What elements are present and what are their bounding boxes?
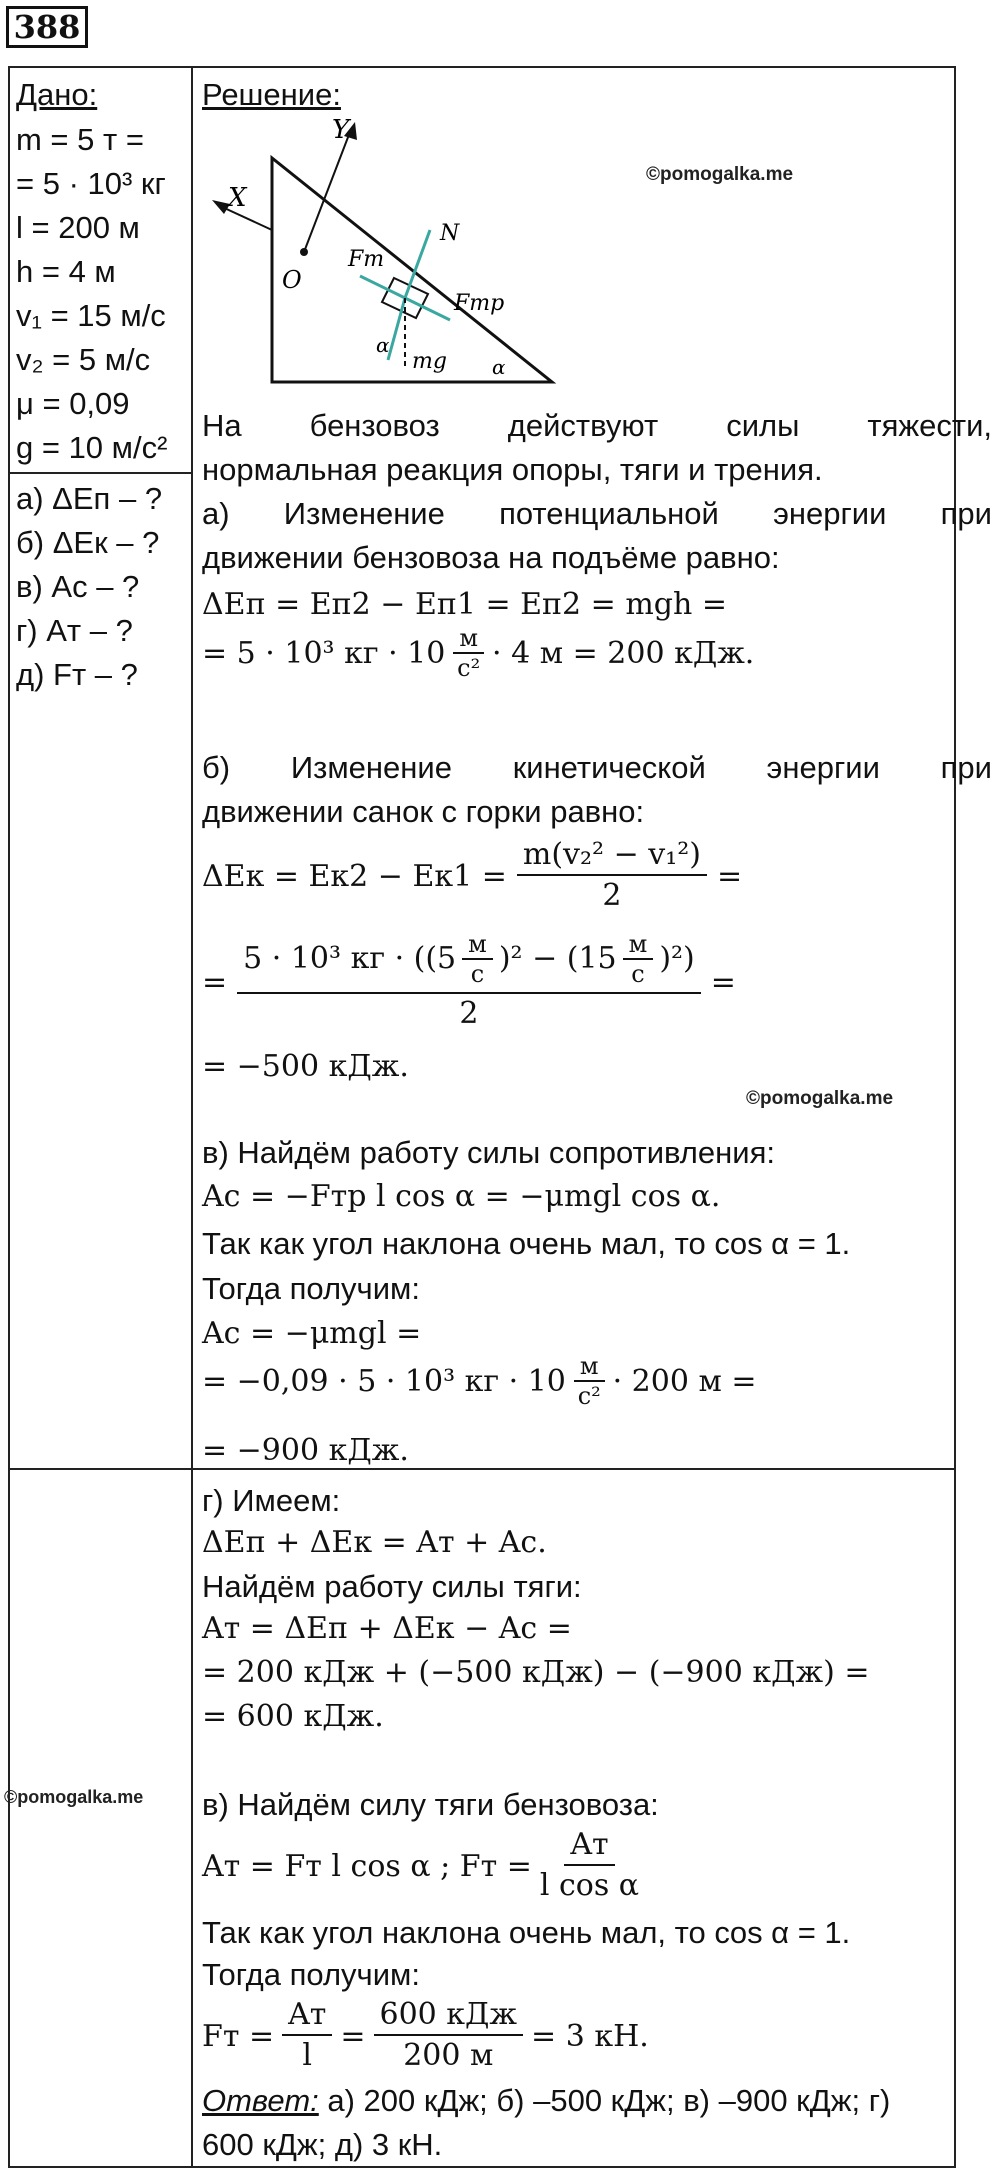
formula-fraction [282, 1996, 332, 2076]
formula-part: = [202, 964, 228, 1000]
part-b-word: кинетической [512, 750, 706, 785]
fraction-denominator: 2 [602, 878, 622, 913]
fraction-numerator: Aт [564, 1826, 614, 1866]
part-a-line: движении бензовоза на подъёме равно: [202, 540, 780, 575]
part-d-formula: ΔEп + ΔEк = Aт + Aс. [202, 1525, 547, 1560]
part-d-result: = 600 кДж. [202, 1699, 384, 1734]
part-e-line: в) Найдём силу тяги бензовоза: [202, 1787, 659, 1822]
intro-word: бензовоз [309, 408, 440, 443]
part-d-formula: = 200 кДж + (−500 кДж) − (−900 кДж) = [202, 1655, 870, 1690]
find-line: б) ΔEк – ? [16, 525, 160, 560]
fraction-denominator: 200 м [403, 2038, 494, 2073]
formula-part: Aт = Fт l cos α ; Fт = [202, 1848, 532, 1884]
formula-part: = [710, 964, 736, 1000]
part-a-word: энергии [773, 496, 887, 531]
part-b-result: = −500 кДж. [202, 1049, 409, 1084]
formula-part: 5 · 10³ кг · ((5 [243, 941, 457, 976]
unit-fraction [462, 930, 493, 988]
watermark: ©pomogalka.me [746, 1088, 894, 1109]
intro-line: нормальная реакция опоры, тяги и трения. [202, 452, 823, 487]
given-line: μ = 0,09 [16, 386, 130, 421]
answer-line: 600 кДж; д) 3 кН. [202, 2127, 443, 2162]
part-a-word: потенциальной [499, 496, 719, 531]
part-c-formula [202, 1352, 756, 1410]
watermark: ©pomogalka.me [4, 1787, 144, 1807]
part-b-word: энергии [766, 750, 880, 785]
alpha-label: α [376, 333, 390, 357]
part-a-formula: ΔEп = Eп2 − Eп1 = Eп2 = mgh = [202, 587, 727, 622]
part-b-word: при [940, 750, 992, 785]
y-axis-line [304, 132, 350, 252]
formula-fraction [540, 1826, 639, 1906]
part-b-line [202, 745, 992, 790]
origin-label: O [282, 266, 302, 294]
formula-fraction [237, 930, 701, 1034]
formula-part: Fт = [202, 2018, 275, 2054]
fraction-denominator: l cos α [539, 1868, 640, 1903]
part-c-formula: Aс = −μmgl = [202, 1316, 422, 1351]
normal-force-arrow [405, 230, 430, 298]
fraction-denominator: с² [577, 1382, 601, 1410]
fraction-numerator: Aт [282, 1996, 332, 2036]
column-divider [191, 66, 193, 2168]
given-title: Дано: [16, 77, 98, 112]
fraction-numerator: м [453, 624, 484, 654]
gravity-force-label: mg [412, 349, 447, 374]
fraction-denominator: l [302, 2038, 313, 2073]
formula-part: = 5 · 10³ кг · 10 [202, 635, 446, 671]
intro-word: На [202, 408, 242, 443]
part-a-word: а) [202, 496, 230, 531]
formula-part: = [716, 858, 743, 894]
part-d-line: г) Имеем: [202, 1483, 341, 1518]
given-line: h = 4 м [16, 254, 116, 289]
fraction-numerator: м [574, 1352, 605, 1382]
given-line: m = 5 т = [16, 122, 144, 157]
given-line: l = 200 м [16, 210, 140, 245]
given-line: v₂ = 5 м/с [16, 342, 151, 377]
intro-line [202, 403, 992, 448]
unit-fraction [623, 930, 654, 988]
part-c-line: в) Найдём работу силы сопротивления: [202, 1135, 775, 1170]
answer-label: Ответ: [202, 2083, 319, 2118]
problem-number: 388 [6, 6, 88, 48]
normal-force-label: N [440, 221, 460, 246]
given-line: v₁ = 15 м/с [16, 298, 166, 333]
unit-fraction [453, 624, 484, 682]
part-a-word: Изменение [283, 496, 445, 531]
fraction-denominator: с [631, 960, 645, 988]
part-a-formula [202, 624, 754, 682]
formula-part: )² − (15 [498, 941, 617, 976]
formula-part: = −0,09 · 5 · 10³ кг · 10 [202, 1363, 566, 1399]
part-b-word: б) [202, 750, 231, 785]
part-c-line: Тогда получим: [202, 1271, 420, 1306]
part-b-formula [202, 836, 742, 916]
find-line: а) ΔEп – ? [16, 481, 163, 516]
part-b-word: Изменение [290, 750, 452, 785]
part-d-line: Найдём работу силы тяги: [202, 1569, 582, 1604]
find-line: г) Aт – ? [16, 613, 133, 648]
formula-part: = [340, 2018, 366, 2054]
part-a-line [202, 491, 992, 536]
part-e-formula [202, 1826, 639, 1906]
incline-diagram [200, 110, 580, 390]
part-e-line: Тогда получим: [202, 1957, 420, 1992]
formula-part: · 200 м = [612, 1363, 757, 1399]
fraction-denominator: 2 [459, 996, 479, 1031]
part-b-formula [202, 930, 736, 1034]
part-d-formula: Aт = ΔEп + ΔEк − Aс = [202, 1611, 572, 1646]
part-b-line: движении санок с горки равно: [202, 794, 645, 829]
gravity-force-arrow [388, 298, 405, 360]
x-axis-label: X [228, 183, 247, 213]
answer-line [202, 2078, 890, 2123]
y-axis-label: Y [332, 115, 350, 145]
fraction-denominator: с [470, 960, 485, 988]
formula-part: = 3 кН. [531, 2018, 649, 2054]
watermark: ©pomogalka.me [646, 164, 794, 185]
fraction-numerator [237, 930, 701, 994]
fraction-denominator: с² [457, 654, 481, 682]
fraction-numerator: м [462, 930, 493, 960]
traction-force-label: Fт [348, 247, 385, 272]
unit-fraction [574, 1352, 605, 1410]
formula-part: ΔEк = Eк2 − Eк1 = [202, 858, 507, 894]
solution-title: Решение: [202, 77, 341, 112]
part-a-word: при [940, 496, 992, 531]
fraction-numerator: 600 кДж [374, 1996, 524, 2036]
origin-point [300, 248, 308, 256]
part-c-formula: Aс = −Fтр l cos α = −μmgl cos α. [202, 1179, 721, 1214]
answer-text: а) 200 кДж; б) –500 кДж; в) –900 кДж; г) [318, 2083, 891, 2118]
formula-part: · 4 м = 200 кДж. [492, 635, 755, 671]
fraction-numerator: m(v₂² − v₁²) [517, 836, 707, 876]
part-c-result: = −900 кДж. [202, 1433, 409, 1468]
page-row-divider [8, 1468, 956, 1470]
intro-word: тяжести, [867, 408, 992, 443]
friction-force-label: Fтр [454, 291, 505, 316]
formula-part: )²) [659, 941, 695, 976]
find-line: в) Aс – ? [16, 569, 140, 604]
fraction-numerator: м [623, 930, 654, 960]
part-e-line: Так как угол наклона очень мал, то cos α = 1. [202, 1915, 851, 1950]
intro-word: силы [726, 408, 800, 443]
find-line: д) Fт – ? [16, 657, 138, 692]
given-line: = 5 · 10³ кг [16, 166, 166, 201]
given-find-divider [8, 472, 192, 474]
part-c-line: Так как угол наклона очень мал, то cos α = 1. [202, 1226, 851, 1261]
formula-fraction [374, 1996, 524, 2076]
intro-word: действуют [507, 408, 659, 443]
formula-fraction [517, 836, 707, 916]
alpha-label: α [492, 355, 506, 379]
given-line: g = 10 м/с² [16, 430, 168, 465]
part-e-formula [202, 1996, 649, 2076]
